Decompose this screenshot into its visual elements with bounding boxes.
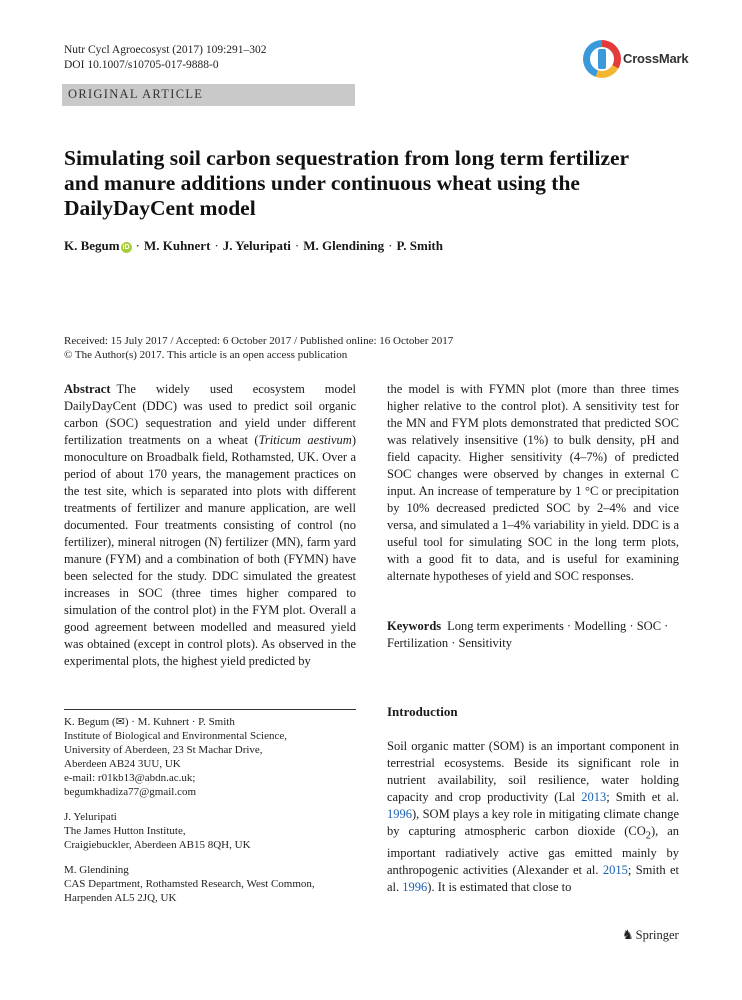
abstract-text: ) monoculture on Broadbalk field, Rothamsted, UK. Over a period of about 170 years, the management practices on the test site, which is separated into plots with different treatments of fertilizer and manure application, are well documented. Four treatments consisting of control (no fertilizer), mineral nitrogen (N) fertilizer (MN), farm yard manure (FYM) and a combination of both (FYMN) have been selected for the study. DDC simulated the greatest increases in SOC (three times higher compared to simulation of the control plot) in the FYM plot. Overall a good agreement between modelled and measured yield was obtained (except in control plots). As observed in the experimental plots, the highest yield predicted by [64,433,356,668]
abstract-text: The widely used ecosystem model DailyDayCent (DDC) was used to predict soil organic carbon (SOC) sequestration and yield under different fertilization treatments on a wheat ( [64,382,356,447]
affiliation-block [64,863,356,905]
author-separator: · [135,238,140,253]
affiliation-block [64,715,356,799]
citation-author: Lal [558,790,576,804]
article-type-banner [62,84,355,106]
citation-author: Smith et al. [615,790,679,804]
affiliation-line: J. Yeluripati [64,811,117,823]
publication-dates [64,334,453,362]
body-text: Soil organic matter (SOM) is an important component in terrestrial ecosystems. Beside its significant role in nutrient availability, soil resilience, water holding capacity and crop productivity ( [387,739,679,804]
footnote-divider [64,709,356,710]
introduction-text [387,738,679,896]
email-line[interactable]: e-mail: r01kb13@abdn.ac.uk; [64,772,196,784]
author-list [64,238,443,254]
crossmark-icon [583,40,621,78]
orcid-icon[interactable]: iD [122,244,130,251]
author-name[interactable]: P. Smith [396,238,443,253]
article-type-label: ORIGINAL ARTICLE [68,87,204,101]
body-text: ; [606,790,616,804]
copyright-line: © The Author(s) 2017. This article is an open access publication [64,349,348,361]
section-heading-introduction: Introduction [387,704,458,719]
keywords [387,618,679,652]
affiliation-line: K. Begum (✉) · M. Kuhnert · P. Smith [64,716,235,728]
abstract-left-column [64,381,356,670]
affiliation-line: M. Glendining [64,864,129,876]
citation-author: Smith et al. [387,862,679,894]
author-name[interactable]: M. Glendining [303,238,385,253]
author-name[interactable]: M. Kuhnert [143,238,211,253]
citation-link[interactable]: 2015 [602,862,628,877]
body-text: ). It is estimated that close to [427,879,572,894]
author-separator: · [294,238,300,253]
species-name: Triticum aestivum [258,433,352,447]
abstract-right-column [387,381,679,585]
affiliation-line: Harpenden AL5 2JQ, UK [64,892,177,904]
citation-link[interactable]: 1996 [402,879,428,894]
affiliation-line: Institute of Biological and Environmental Science, [64,730,287,742]
email-line[interactable]: begumkhadiza77@gmail.com [64,786,197,798]
affiliation-line: Craigiebuckler, Aberdeen AB15 8QH, UK [64,839,251,851]
article-title: Simulating soil carbon sequestration from long term fertilizer and manure additions under continuous wheat using the DailyDayCent model [64,146,629,220]
author-separator: · [214,238,219,253]
abstract-text: the model is with FYMN plot (more than three times higher relative to the control plot). A sensitivity test for the MN and FYM plots demonstrated that predicted SOC was relatively insensitive (1%) to bulk density, pH and field capacity. Higher sensitivity (4–7%) of predicted SOC changes were observed by changes in external C input. An increase of temperature by 1 °C or precipitation by 10% decreased predicted SOC by 2–4% and vice versa, and simulated a 1–4% variability in yield. DDC is a useful tool for simulating SOC in the long term plots, with a good fit to data, and is useful for examining alternate hypotheses of yield and SOC responses. [387,382,679,583]
affiliation-line: University of Aberdeen, 23 St Machar Drive, [64,744,263,756]
author-separator: · [388,238,393,253]
body-text: ; [627,862,636,877]
keywords-heading: Keywords [387,619,442,633]
body-text: ), SOM plays a key role in mitigating climate change by capturing atmospheric carbon dioxide (CO [387,807,679,838]
abstract-heading: Abstract [64,382,111,396]
author-name[interactable]: K. Begum [64,238,120,253]
body-text: ), an important radiatively active gas emitted mainly by anthropogenic activities ( [387,824,680,877]
crossmark-label: CrossMark [623,51,689,66]
affiliation-block [64,810,356,852]
springer-horse-icon: ♞ [622,928,634,943]
author-name[interactable]: J. Yeluripati [222,238,291,253]
crossmark-badge[interactable] [583,40,689,80]
affiliation-line: CAS Department, Rothamsted Research, West Common, [64,878,315,890]
dates-line: Received: 15 July 2017 / Accepted: 6 October 2017 / Published online: 16 October 2017 [64,335,454,347]
publisher-footer [622,928,679,943]
subscript: 2 [645,830,651,842]
journal-citation: Nutr Cycl Agroecosyst (2017) 109:291–302 [64,44,267,56]
publisher-name: Springer [635,928,679,942]
affiliation-line: The James Hutton Institute, [64,825,186,837]
affiliation-line: Aberdeen AB24 3UU, UK [64,758,181,770]
citation-link[interactable]: 1996 [387,807,412,821]
citation-author: Alexander et al. [516,862,599,877]
running-header [64,43,267,73]
citation-link[interactable]: 2013 [581,790,607,804]
doi[interactable]: DOI 10.1007/s10705-017-9888-0 [64,59,219,71]
keywords-text: Long term experiments · Modelling · SOC · Fertilization · Sensitivity [387,619,669,650]
